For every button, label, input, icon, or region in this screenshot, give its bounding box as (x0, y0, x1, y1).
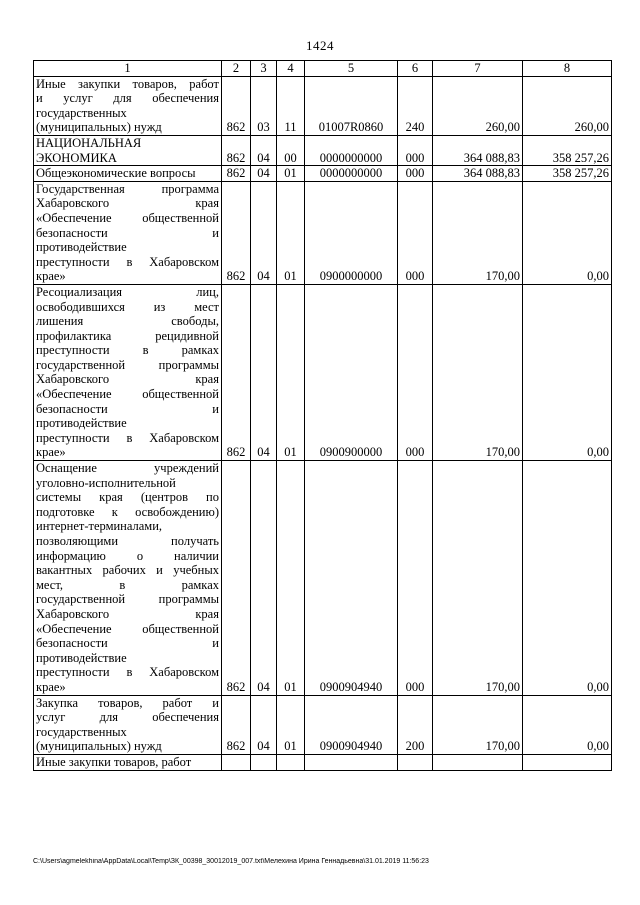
row-name-line: Хабаровского края (36, 606, 219, 621)
header-col-4: 4 (277, 61, 305, 77)
row-name-line: Оснащение учреждений (36, 461, 219, 476)
section-code-cell: 04 (251, 461, 277, 696)
row-name-cell (34, 754, 222, 770)
expense-type-cell (398, 754, 433, 770)
row-name-line: НАЦИОНАЛЬНАЯ (36, 135, 142, 150)
row-name-line: крае» (36, 679, 66, 694)
header-col-7: 7 (433, 61, 523, 77)
row-name-line: информацию о наличии (36, 548, 219, 563)
admin-code-cell: 862 (222, 695, 251, 754)
header-col-6: 6 (398, 61, 433, 77)
planned-amount-cell: 170,00 (433, 695, 523, 754)
row-name-cell (34, 461, 222, 696)
row-name-line: противодействие (36, 650, 127, 665)
planned-amount-cell: 364 088,83 (433, 135, 523, 165)
table-row (34, 695, 612, 754)
row-name-cell (34, 166, 222, 182)
row-name-line: противодействие (36, 416, 127, 431)
row-name-line: крае» (36, 269, 66, 284)
row-name-cell (34, 284, 222, 460)
planned-amount-cell (433, 754, 523, 770)
row-name-line: безопасности и (36, 636, 219, 651)
row-name-line: государственной программы (36, 357, 219, 372)
section-code-cell: 04 (251, 135, 277, 165)
row-name-line: Государственная программа (36, 181, 219, 196)
row-name-line: профилактика рецидивной (36, 328, 219, 343)
expense-type-cell: 240 (398, 76, 433, 135)
header-col-3: 3 (251, 61, 277, 77)
row-name-cell (34, 181, 222, 284)
subsection-code-cell (277, 754, 305, 770)
table-row (34, 461, 612, 696)
section-code-cell (251, 754, 277, 770)
row-name-line: позволяющими получать (36, 534, 219, 548)
table-row (34, 754, 612, 770)
admin-code-cell: 862 (222, 76, 251, 135)
row-name-line: Закупка товаров, работ и (36, 695, 219, 710)
row-name-line: государственных (36, 724, 127, 739)
planned-amount-cell: 170,00 (433, 181, 523, 284)
row-name-line: уголовно-исполнительной (36, 475, 176, 490)
expense-type-cell: 200 (398, 695, 433, 754)
expense-type-cell: 000 (398, 166, 433, 182)
budget-table (33, 60, 612, 771)
executed-amount-cell: 0,00 (523, 461, 612, 696)
expense-type-cell: 000 (398, 181, 433, 284)
row-name-line: преступности в Хабаровском (36, 254, 219, 269)
expense-type-cell: 000 (398, 461, 433, 696)
section-code-cell: 03 (251, 76, 277, 135)
row-name-line: мест, в рамках (36, 577, 219, 592)
row-name-line: государственной программы (36, 592, 219, 607)
subsection-code-cell: 11 (277, 76, 305, 135)
row-name-line: противодействие (36, 240, 127, 255)
table-row (34, 284, 612, 460)
admin-code-cell: 862 (222, 181, 251, 284)
target-article-cell: 0900904940 (305, 461, 398, 696)
row-name-cell (34, 695, 222, 754)
executed-amount-cell: 0,00 (523, 695, 612, 754)
row-name-line: «Обеспечение общественной (36, 621, 219, 636)
planned-amount-cell: 170,00 (433, 461, 523, 696)
planned-amount-cell: 364 088,83 (433, 166, 523, 182)
target-article-cell (305, 754, 398, 770)
section-code-cell: 04 (251, 181, 277, 284)
row-name-cell (34, 76, 222, 135)
subsection-code-cell: 00 (277, 135, 305, 165)
target-article-cell: 01007R0860 (305, 76, 398, 135)
row-name-line: преступности в Хабаровском (36, 665, 219, 680)
planned-amount-cell: 170,00 (433, 284, 523, 460)
admin-code-cell (222, 754, 251, 770)
row-name-line: Хабаровского края (36, 196, 219, 211)
page-number: 1424 (306, 38, 334, 53)
row-name-cell (34, 135, 222, 165)
table-row (34, 76, 612, 135)
executed-amount-cell: 358 257,26 (523, 166, 612, 182)
target-article-cell: 0000000000 (305, 166, 398, 182)
row-name-line: преступности в рамках (36, 343, 219, 358)
admin-code-cell: 862 (222, 461, 251, 696)
subsection-code-cell: 01 (277, 181, 305, 284)
row-name-line: Хабаровского края (36, 372, 219, 387)
target-article-cell: 0900904940 (305, 695, 398, 754)
section-code-cell: 04 (251, 166, 277, 182)
section-code-cell: 04 (251, 695, 277, 754)
row-name-line: Иные закупки товаров, работ (36, 754, 192, 769)
row-name-line: интернет-терминалами, (36, 519, 163, 534)
row-name-line: услуг для обеспечения (36, 710, 219, 725)
header-col-1: 1 (34, 61, 222, 77)
executed-amount-cell: 0,00 (523, 181, 612, 284)
subsection-code-cell: 01 (277, 695, 305, 754)
row-name-line: (муниципальных) нужд (36, 120, 162, 135)
section-code-cell: 04 (251, 284, 277, 460)
executed-amount-cell: 0,00 (523, 284, 612, 460)
row-name-line: Ресоциализация лиц, (36, 284, 219, 299)
target-article-cell: 0900900000 (305, 284, 398, 460)
table-row (34, 166, 612, 182)
row-name-line: «Обеспечение общественной (36, 210, 219, 225)
row-name-line: крае» (36, 445, 66, 460)
row-name-line: Общеэкономические вопросы (36, 166, 196, 181)
row-name-line: подготовке к освобождению) (36, 504, 219, 519)
executed-amount-cell (523, 754, 612, 770)
row-name-line: системы края (центров по (36, 490, 219, 505)
row-name-line: и услуг для обеспечения (36, 91, 219, 106)
table-row (34, 181, 612, 284)
row-name-line: освободившихся из мест (36, 299, 219, 314)
subsection-code-cell: 01 (277, 166, 305, 182)
admin-code-cell: 862 (222, 166, 251, 182)
target-article-cell: 0900000000 (305, 181, 398, 284)
row-name-line: безопасности и (36, 401, 219, 416)
header-col-2: 2 (222, 61, 251, 77)
header-row (34, 61, 612, 77)
file-path-footer: C:\Users\agmelekhina\AppData\Local\Temp\ЗК_00398_30012019_007.txt\Мелехина Ирина Геннадьевна\31.01.2019 11:56:23 (33, 858, 429, 865)
row-name-line: (муниципальных) нужд (36, 739, 162, 754)
target-article-cell: 0000000000 (305, 135, 398, 165)
expense-type-cell: 000 (398, 135, 433, 165)
executed-amount-cell: 260,00 (523, 76, 612, 135)
row-name-line: безопасности и (36, 225, 219, 240)
table-row (34, 135, 612, 165)
admin-code-cell: 862 (222, 284, 251, 460)
row-name-line: ЭКОНОМИКА (36, 150, 117, 165)
row-name-line: Иные закупки товаров, работ (36, 76, 219, 91)
executed-amount-cell: 358 257,26 (523, 135, 612, 165)
row-name-line: государственных (36, 105, 127, 120)
row-name-line: «Обеспечение общественной (36, 387, 219, 402)
table-body (34, 76, 612, 770)
row-name-line: лишения свободы, (36, 314, 219, 329)
subsection-code-cell: 01 (277, 284, 305, 460)
row-name-line: вакантных рабочих и учебных (36, 563, 219, 578)
header-col-8: 8 (523, 61, 612, 77)
admin-code-cell: 862 (222, 135, 251, 165)
header-col-5: 5 (305, 61, 398, 77)
expense-type-cell: 000 (398, 284, 433, 460)
subsection-code-cell: 01 (277, 461, 305, 696)
row-name-line: преступности в Хабаровском (36, 430, 219, 445)
planned-amount-cell: 260,00 (433, 76, 523, 135)
